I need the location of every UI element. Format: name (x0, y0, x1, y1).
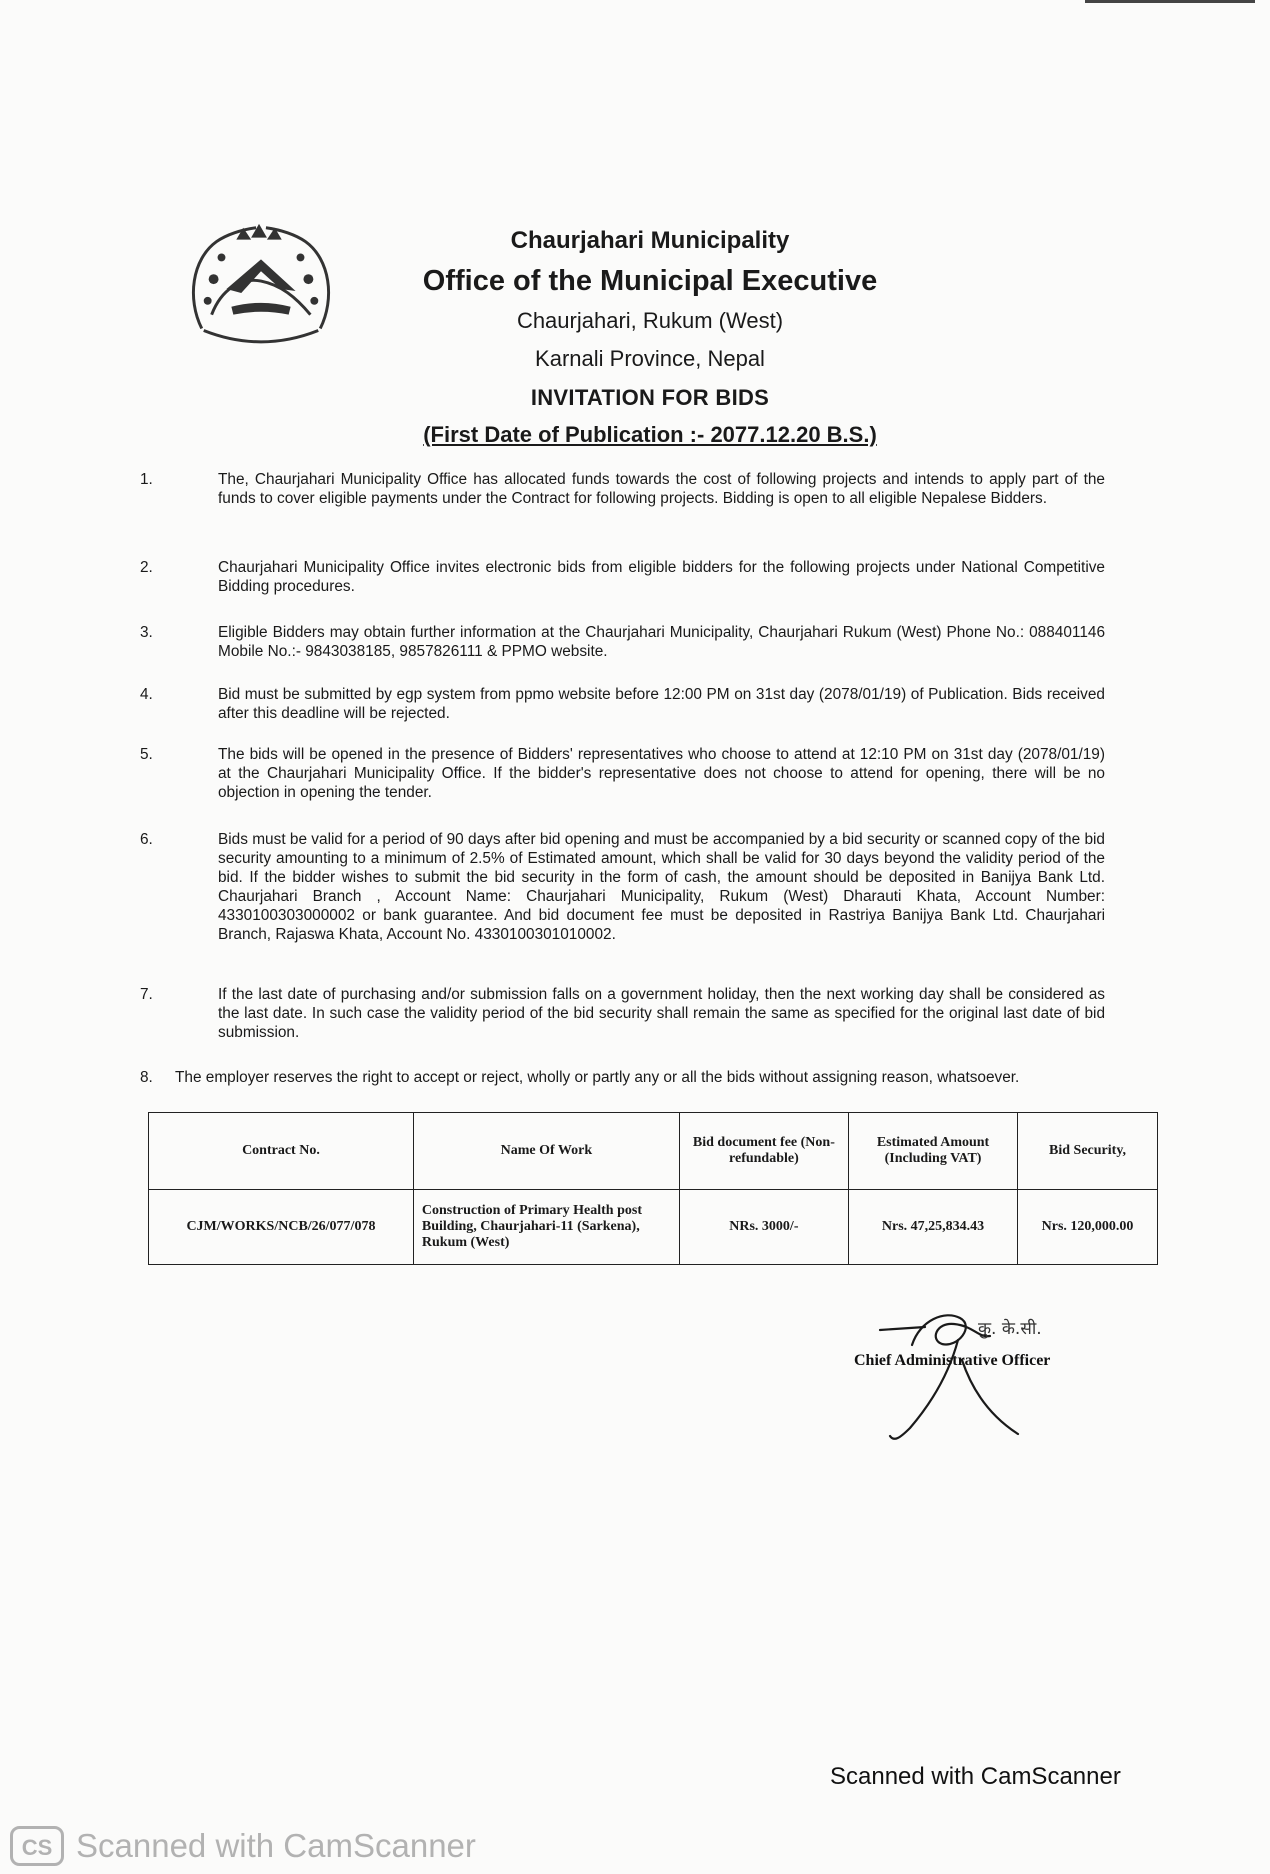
bids-table (148, 1112, 1158, 1265)
scan-edge-line (1085, 0, 1255, 3)
clause-number: 3. (140, 624, 153, 641)
clause-text: Chaurjahari Municipality Office invites electronic bids from eligible bidders for the following projects under National Competitive Bidding procedures. (218, 559, 1105, 595)
clause-text: The employer reserves the right to accept or reject, wholly or partly any or all the bids without assigning reason, whatsoever. (175, 1069, 1020, 1086)
table-header-row (149, 1113, 1158, 1190)
clause-text: Bids must be valid for a period of 90 days after bid opening and must be accompanied by a bid security or scanned copy of the bid security amounting to a minimum of 2.5% of Estimated amount, which shall be valid for 30 days beyond the validity period of the bid. If the bidder wishes to submit the bid security in the form of cash, the amount should be deposited in Banijya Bank Ltd. Chaurjahari Branch , Account Name: Chaurjahari Municipality, Rukum (West) Dharauti Khata, Account Number: 4330100303000002 or bank guarantee. And bid document fee must be deposited in Rastriya Banijya Bank Ltd. Chaurjahari Branch, Rajaswa Khata, Account No. 4330100301010002. (218, 831, 1105, 943)
cell-bid-security: Nrs. 120,000.00 (1018, 1190, 1158, 1265)
signature-block (850, 1300, 1110, 1450)
clause-number: 7. (140, 986, 153, 1003)
camscanner-logo-text: CS (21, 1835, 53, 1860)
document-title: INVITATION FOR BIDS (530, 385, 770, 410)
clause-number: 5. (140, 746, 153, 763)
cell-name-of-work: Construction of Primary Health post Building, Chaurjahari-11 (Sarkena), Rukum (West) (413, 1190, 679, 1265)
clause-text: If the last date of purchasing and/or submission falls on a government holiday, then the next working day shall be considered as the last date. In such case the validity period of the bid security shall remain the same as specified for the original last date of bid submission. (218, 986, 1105, 1041)
header-bid-security: Bid Security, (1018, 1113, 1158, 1190)
cell-contract-no: CJM/WORKS/NCB/26/077/078 (149, 1190, 414, 1265)
header-contract-no: Contract No. (149, 1113, 414, 1190)
clause-number: 1. (140, 471, 153, 488)
header-name-of-work: Name Of Work (413, 1113, 679, 1190)
clause-number: 2. (140, 559, 153, 576)
camscanner-watermark: Scanned with CamScanner (830, 1763, 1121, 1790)
clause-text: The bids will be opened in the presence of Bidders' representatives who choose to attend at 12:10 PM on 31st day (2078/01/19) at the Chaurjahari Municipality Office. If the bidder's representative does not choose to attend for opening, there will be no objection in opening the tender. (218, 746, 1105, 801)
cell-bid-document-fee: NRs. 3000/- (679, 1190, 848, 1265)
clause-number: 4. (140, 686, 153, 703)
cell-estimated-amount: Nrs. 47,25,834.43 (848, 1190, 1017, 1265)
header-estimated-amount: Estimated Amount (Including VAT) (848, 1113, 1017, 1190)
clause-number: 8. (140, 1069, 153, 1086)
clause-number: 6. (140, 831, 153, 848)
clause-text: The, Chaurjahari Municipality Office has allocated funds towards the cost of following projects and intends to apply part of the funds to cover eligible payments under the Contract for following projects. Bidding is open to all eligible Nepalese Bidders. (218, 471, 1105, 507)
municipality-name: Chaurjahari Municipality (510, 227, 790, 254)
clause-text: Eligible Bidders may obtain further information at the Chaurjahari Municipality, Chaurjahari Rukum (West) Phone No.: 088401146 Mobile No.:- 9843038185, 9857826111 & PPMO website. (218, 624, 1105, 660)
header-bid-document-fee: Bid document fee (Non-refundable) (679, 1113, 848, 1190)
office-name: Office of the Municipal Executive (422, 265, 878, 297)
nepal-emblem-icon (182, 218, 340, 360)
camscanner-logo-icon (10, 1826, 64, 1866)
address-line-2: Karnali Province, Nepal (535, 346, 765, 371)
address-line-1: Chaurjahari, Rukum (West) (516, 308, 784, 333)
letterhead (340, 222, 960, 452)
signature-script: कु. के.सी. (978, 1319, 1042, 1339)
clause-text: Bid must be submitted by egp system from ppmo website before 12:00 PM on 31st day (2078/01/19) of Publication. Bids received after this deadline will be rejected. (218, 686, 1105, 722)
camscanner-footer-text: Scanned with CamScanner (76, 1827, 476, 1864)
signatory-title: Chief Administrative Officer (854, 1352, 1051, 1369)
publication-date: (First Date of Publication :- 2077.12.20 B.S.) (423, 422, 877, 447)
table-row (149, 1190, 1158, 1265)
